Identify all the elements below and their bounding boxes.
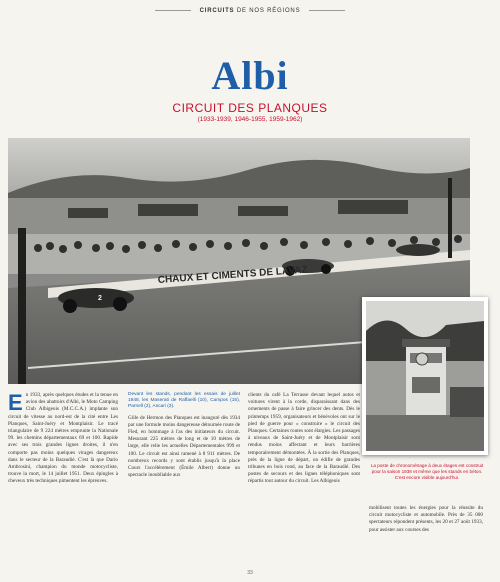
section-header <box>0 8 500 14</box>
inset-caption: La poste de chronométrage à deux étages est construit pour la saison 1938 et même que les stands en béton. C'est encore visible aujourd'hui. <box>370 463 484 480</box>
banner-text: CHAUX ET CIMENTS DE LAVAZ <box>157 264 309 286</box>
circuit-name: CIRCUIT DES PLANQUES <box>172 101 328 115</box>
article-column-2 <box>128 392 240 479</box>
car-number: 2 <box>98 295 102 302</box>
drop-cap: E <box>8 390 23 415</box>
article-column-1 <box>8 392 118 486</box>
column-3-text: clients du café La Terrasse devant lequel autos et voitures virent à la corde, disparaissant dans des ornements de passe à faire grincer des dents. Dès le printemps 1959, organisateurs et bénévoles ont sur le pied de guerre pour « construire » le circuit des Planques. Certaines routes sont élargies. Les passages à niveaux de Saint-Juéry et de Montplaisir sont rendus moins affectant et leurs barrières temporairement démontées. À la sortie des Planques, près de la ligne de départ, on édifie de grandes tribunes en bois rond, au face de la Baraudié. Des postes de secours et des lignes téléphoniques sont répartis tout autour du circuit. Les Albigeois <box>248 392 360 485</box>
header-rule-right <box>309 10 345 11</box>
article-column-3 <box>248 392 360 486</box>
column-4-text: mobilisent toutes les énergies pour la réussite du circuit motocycliste et automobile. Près de 35 000 spectateurs répondent présents, les 20 et 27 août 1933, pour assister aux courses des <box>369 505 483 533</box>
section-label-bold: CIRCUITS <box>199 8 235 14</box>
header-rule-left <box>155 10 191 11</box>
page-title: Albi <box>211 53 289 98</box>
inset-photo <box>362 297 488 455</box>
column-2-text: Gille de Hermon des Planques est inauguré dès 1934 par une formule moins dangereuse détournée route de Fled, en hommage à l'as des initiateurs du circuit. Mesurant 225 mètres de long et de 10 mètres de large, elle relie les actuelles Départementales 999 et 100. Le circuit est ainsi ramené à 8 911 mètres. De nombreux records y sont établis jusqu'à la place Cours l'accélérement (Émile Albert) donne un spectacle inoubliable aux <box>128 414 240 479</box>
page-number: 33 <box>247 570 253 576</box>
photo-caption: Devant les stands, pendant les essais de juillet 1948, les Maserati de Raffaelli (10), Campos (15), Parnell (2), Ascari (3). <box>128 392 240 410</box>
article-column-4 <box>369 505 483 534</box>
column-1-text: n 1933, après quelques études et la tenue en avion des abattoirs d'Albi, le Moto Camping Club Albigeois (M.C.C.A.) implante son circuit de vitesse au nord-est de la cité entre Les Planques, Saint-Juéry et Montplaisir. Le tracé triangulaire de 9 224 mètres emprunte la Nationale 99. les chemins départementaux 69 et 100. Rapide avec ses trois grandes lignes droites, il n'en comporte pas moins quelques virages dangereux dans le secteur de la Baraudié. C'est là que Dario Ambrosini, champion du monde motocycliste, trouve la mort, le 14 juillet 1951. Deux épingles à cheveux très techniques pimentent les épreuves. <box>8 392 118 485</box>
section-label: DE NOS RÉGIONS <box>236 8 301 14</box>
tower-photo-image <box>366 301 484 451</box>
circuit-years: (1933-1939, 1946-1955, 1959-1962) <box>197 116 303 123</box>
